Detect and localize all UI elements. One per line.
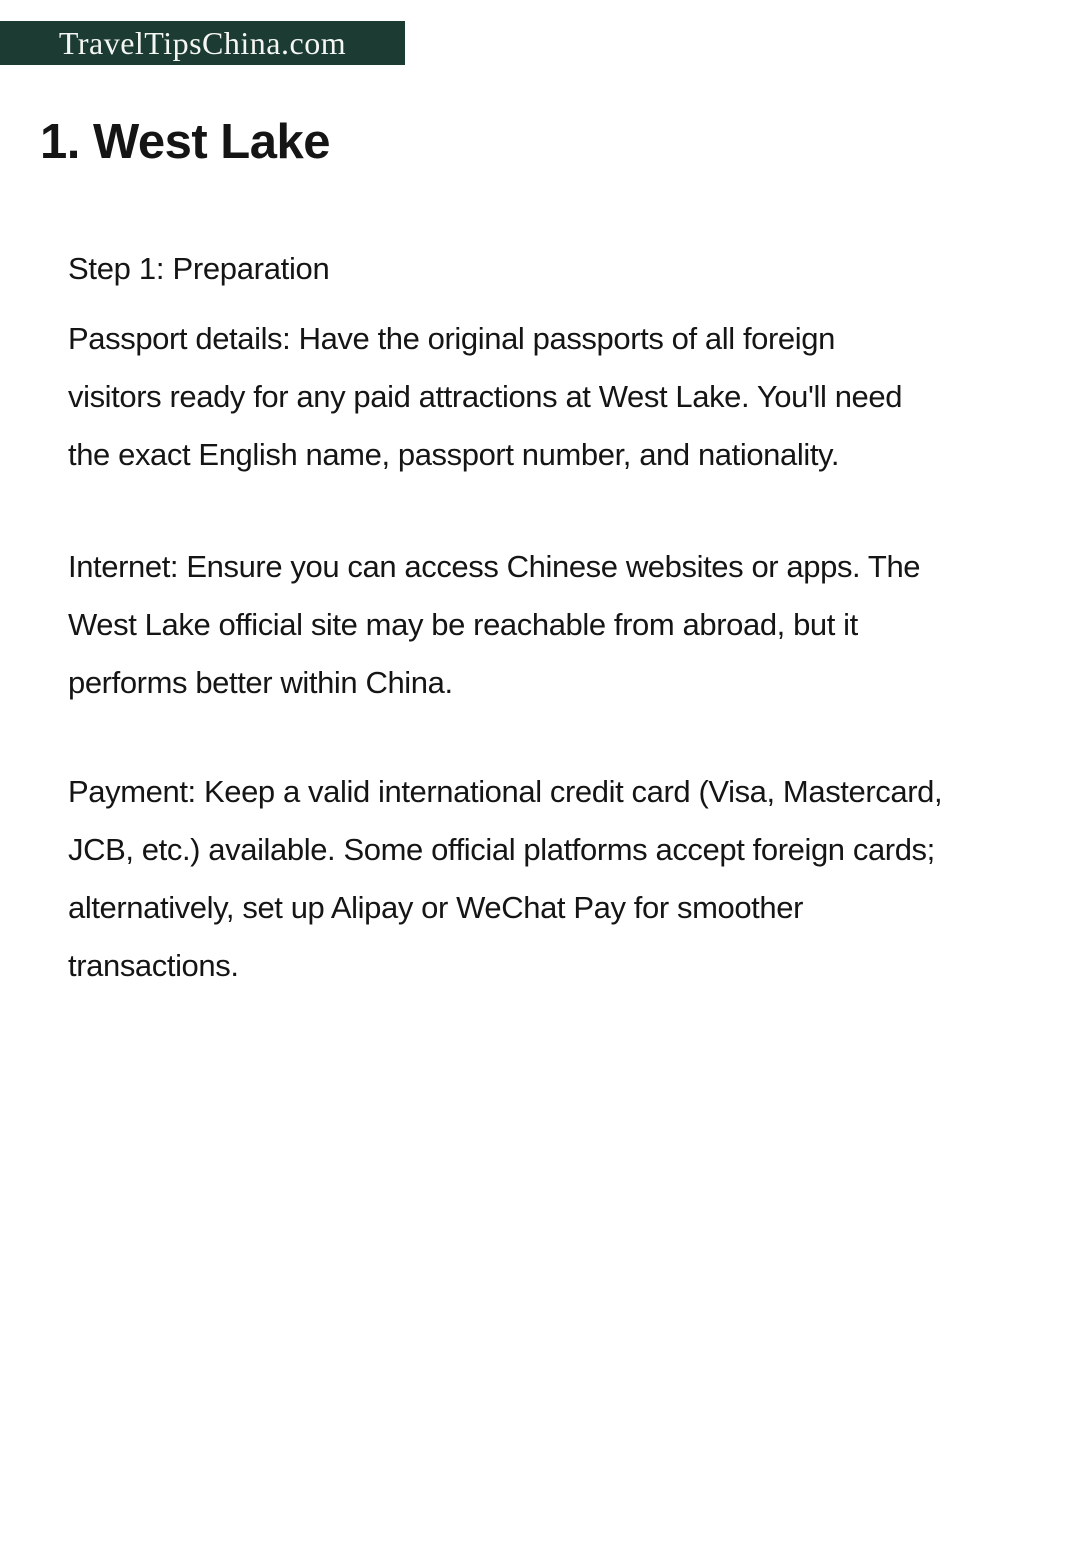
paragraph-line: transactions.: [68, 948, 239, 983]
paragraph-line: Payment: Keep a valid international credit card (Visa, Mastercard,: [68, 774, 943, 809]
paragraph-payment: [68, 763, 942, 995]
site-banner: [0, 21, 405, 65]
paragraph-line: visitors ready for any paid attractions at West Lake. You'll need: [68, 379, 903, 414]
paragraph-line: the exact English name, passport number, and nationality.: [68, 437, 840, 472]
paragraph-line: Internet: Ensure you can access Chinese websites or apps. The: [68, 549, 921, 584]
paragraph-line: JCB, etc.) available. Some official platforms accept foreign cards;: [68, 832, 935, 867]
paragraph-line: West Lake official site may be reachable from abroad, but it: [68, 607, 858, 642]
page-title: 1. West Lake: [40, 115, 330, 169]
paragraph-line: Passport details: Have the original passports of all foreign: [68, 321, 835, 356]
paragraph-passport-details: [68, 310, 902, 484]
paragraph-line: alternatively, set up Alipay or WeChat Pay for smoother: [68, 890, 803, 925]
step-heading: Step 1: Preparation: [68, 251, 330, 286]
paragraph-internet: [68, 538, 920, 712]
paragraph-line: performs better within China.: [68, 665, 453, 700]
site-brand-logo: TravelTipsChina.com: [58, 24, 347, 61]
